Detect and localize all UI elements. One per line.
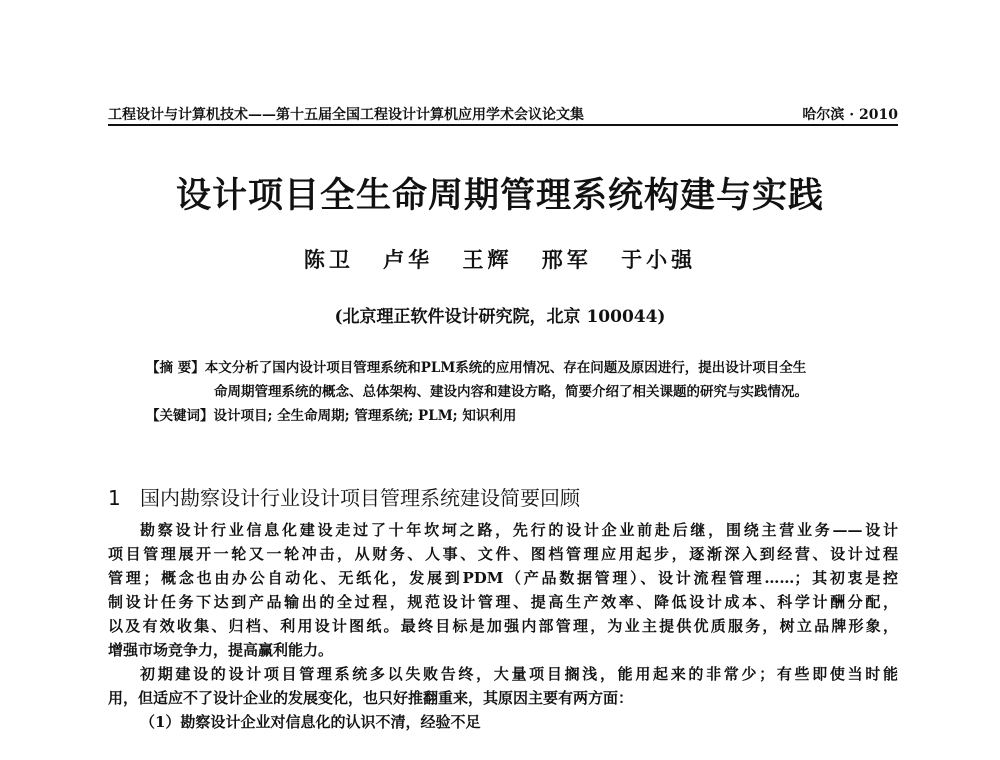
- body-text: [108, 518, 898, 734]
- author-list: 陈卫 卢华 王辉 邢军 于小强: [303, 247, 697, 272]
- paragraph-line: 用，但适应不了设计企业的发展变化，也只好推翻重来，其原因主要有两方面：: [108, 689, 634, 707]
- affiliation: (北京理正软件设计研究院，北京 100044): [334, 307, 666, 327]
- abstract-text-2: 命周期管理系统的概念、总体架构、建设内容和建设方略，简要介绍了相关课题的研究与实践情况。: [214, 384, 808, 400]
- section-title: 国内勘察设计行业设计项目管理系统建设简要回顾: [140, 486, 580, 510]
- conference-location-year: 哈尔滨 · 2010: [802, 107, 898, 123]
- keywords-label: 【关键词】: [146, 408, 214, 424]
- header-rule: [108, 124, 898, 126]
- running-header: [108, 104, 898, 124]
- abstract-label: 【摘 要】: [146, 360, 205, 376]
- paper-title: 设计项目全生命周期管理系统构建与实践: [175, 176, 824, 216]
- paragraph-line: 初期建设的设计项目管理系统多以失败告终，大量项目搁浅，能用起来的非常少；有些即使当时能: [140, 665, 898, 683]
- abstract-block: [146, 356, 858, 428]
- journal-title: 工程设计与计算机技术——第十五届全国工程设计计算机应用学术会议论文集: [108, 107, 584, 123]
- abstract-text-1: 本文分析了国内设计项目管理系统和PLM系统的应用情况、存在问题及原因进行，提出设计项目全生: [204, 360, 807, 376]
- section-heading: [108, 482, 898, 511]
- section-number: 1: [108, 486, 121, 510]
- paragraph-line: 项目管理展开一轮又一轮冲击，从财务、人事、文件、图档管理应用起步，逐渐深入到经营、设计过程: [108, 545, 898, 563]
- keywords-text: 设计项目; 全生命周期; 管理系统; PLM; 知识利用: [213, 408, 517, 424]
- abstract-line-1: [146, 356, 858, 380]
- paragraph-line: 增强市场竞争力，提高赢利能力。: [108, 641, 334, 659]
- keywords-line: [146, 404, 858, 428]
- paragraph-line: 制设计任务下达到产品输出的全过程，规范设计管理、提高生产效率、降低设计成本、科学计酬分配，: [108, 593, 898, 611]
- list-item-line: （1）勘察设计企业对信息化的认识不清，经验不足: [140, 713, 481, 731]
- paragraph-line: 勘察设计行业信息化建设走过了十年坎坷之路，先行的设计企业前赴后继，围绕主营业务——设计: [140, 521, 898, 539]
- paragraph-line: 管理；概念也由办公自动化、无纸化，发展到PDM（产品数据管理）、设计流程管理……；其初衷是控: [108, 569, 898, 587]
- paragraph-line: 以及有效收集、归档、利用设计图纸。最终目标是加强内部管理，为业主提供优质服务，树立品牌形象，: [108, 617, 898, 635]
